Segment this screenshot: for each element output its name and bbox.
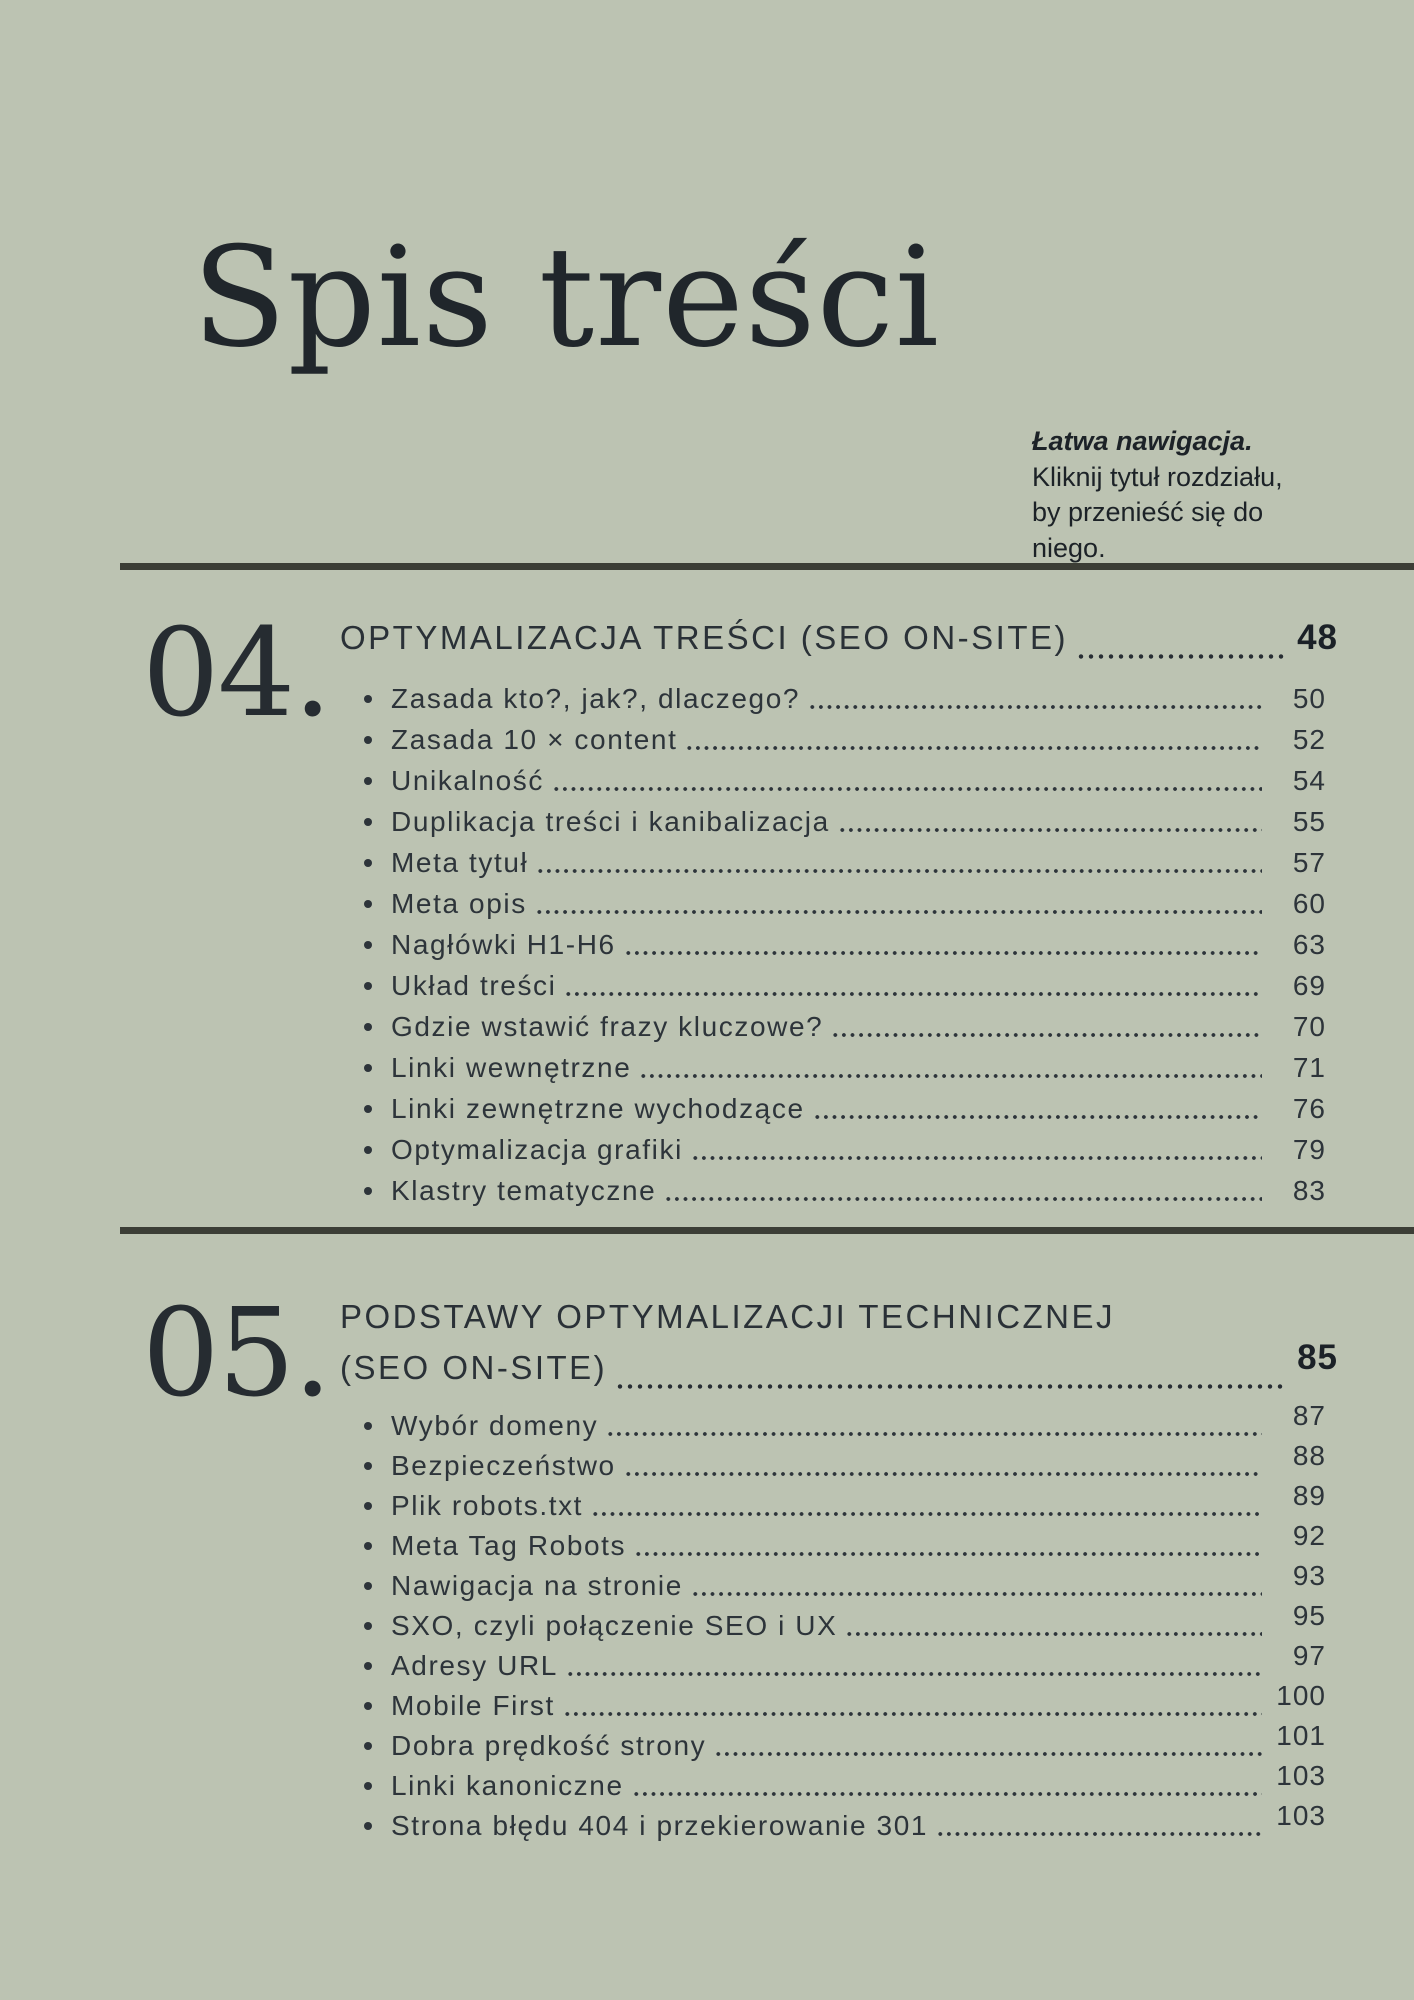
bullet-icon [364, 818, 372, 826]
toc-item-label: Wybór domeny [391, 1410, 599, 1441]
toc-item-page: 52 [1292, 723, 1326, 755]
section-05-heading-line1[interactable] [340, 1298, 1338, 1348]
toc-item-page: 57 [1292, 846, 1326, 878]
bullet-icon [364, 1662, 372, 1670]
toc-item[interactable] [364, 924, 1326, 965]
toc-item-page: 100 [1276, 1680, 1326, 1711]
dot-leader [845, 1606, 1262, 1646]
dot-leader [691, 1129, 1262, 1170]
toc-item-label: Mobile First [391, 1690, 555, 1721]
bullet-icon [364, 1187, 372, 1195]
toc-item-label: Układ treści [391, 969, 557, 1001]
toc-item-label: Adresy URL [391, 1650, 558, 1681]
toc-item-label: Linki wewnętrzne [391, 1051, 632, 1083]
section-05-title-line2: (SEO ON-SITE) [340, 1349, 608, 1386]
section-divider-top [120, 563, 1414, 570]
bullet-icon [364, 1146, 372, 1154]
bullet-icon [364, 982, 372, 990]
toc-item-label: Bezpieczeństwo [391, 1450, 616, 1481]
toc-item[interactable] [364, 719, 1326, 760]
bullet-icon [364, 736, 372, 744]
toc-item-page: 69 [1292, 969, 1326, 1001]
toc-item-page: 103 [1276, 1760, 1326, 1791]
bullet-icon [364, 695, 372, 703]
section-04-number: 04. [142, 602, 331, 744]
bullet-icon [364, 1742, 372, 1750]
toc-item[interactable] [364, 1720, 1326, 1766]
toc-item[interactable] [364, 760, 1326, 801]
dot-leader [563, 1686, 1262, 1726]
toc-item[interactable] [364, 1480, 1326, 1526]
toc-item-label: Meta tytuł [391, 846, 529, 878]
section-04-page: 48 [1297, 618, 1338, 657]
dot-leader [615, 1348, 1285, 1400]
toc-item[interactable] [364, 1170, 1326, 1211]
toc-item-label: Optymalizacja grafiki [391, 1133, 683, 1165]
toc-item[interactable] [364, 883, 1326, 924]
toc-item-page: 97 [1292, 1640, 1326, 1671]
nav-note-line-2: by przenieść się do niego. [1032, 497, 1264, 563]
toc-item-label: Zasada kto?, jak?, dlaczego? [391, 682, 801, 714]
section-04-title: OPTYMALIZACJA TREŚCI (SEO ON-SITE) [340, 619, 1068, 656]
bullet-icon [364, 1782, 372, 1790]
toc-item-page: 63 [1292, 928, 1326, 960]
section-04 [340, 618, 1338, 1211]
toc-item[interactable] [364, 842, 1326, 883]
bullet-icon [364, 1462, 372, 1470]
toc-item-label: Plik robots.txt [391, 1490, 584, 1521]
toc-item-page: 60 [1292, 887, 1326, 919]
bullet-icon [364, 859, 372, 867]
section-05-items [364, 1400, 1326, 1846]
bullet-icon [364, 1822, 372, 1830]
toc-item[interactable] [364, 1520, 1326, 1566]
bullet-icon [364, 1582, 372, 1590]
section-05-heading-link[interactable] [340, 1338, 1338, 1400]
bullet-icon [364, 941, 372, 949]
dot-leader [813, 1088, 1262, 1129]
dot-leader [634, 1526, 1262, 1566]
bullet-icon [364, 1023, 372, 1031]
section-05 [340, 1298, 1338, 1846]
dot-leader [936, 1806, 1262, 1846]
toc-item[interactable] [364, 801, 1326, 842]
toc-item-page: 92 [1292, 1520, 1326, 1551]
toc-item-page: 101 [1276, 1720, 1326, 1751]
toc-item-label: Gdzie wstawić frazy kluczowe? [391, 1010, 824, 1042]
toc-item-page: 76 [1292, 1092, 1326, 1124]
toc-item-label: Klastry tematyczne [391, 1174, 657, 1206]
nav-note-heading: Łatwa nawigacja. [1032, 426, 1253, 456]
dot-leader [664, 1170, 1262, 1211]
toc-item-label: Meta Tag Robots [391, 1530, 627, 1561]
toc-item-page: 103 [1276, 1800, 1326, 1831]
toc-item-page: 79 [1292, 1133, 1326, 1165]
bullet-icon [364, 1422, 372, 1430]
toc-item-label: Meta opis [391, 887, 527, 919]
bullet-icon [364, 1702, 372, 1710]
toc-item-page: 87 [1292, 1400, 1326, 1431]
dot-leader [624, 1446, 1262, 1486]
dot-leader [536, 842, 1262, 883]
toc-item-page: 54 [1292, 764, 1326, 796]
toc-item-label: Unikalność [391, 764, 544, 796]
toc-item-page: 89 [1292, 1480, 1326, 1511]
toc-item-label: Zasada 10 × content [391, 723, 678, 755]
page-title: Spis treści [192, 217, 941, 378]
dot-leader [639, 1047, 1262, 1088]
dot-leader [552, 760, 1262, 801]
toc-item[interactable] [364, 1129, 1326, 1170]
toc-item[interactable] [364, 1088, 1326, 1129]
dot-leader [591, 1486, 1262, 1526]
dot-leader [691, 1566, 1262, 1606]
bullet-icon [364, 1064, 372, 1072]
toc-item[interactable] [364, 1800, 1326, 1846]
bullet-icon [364, 1622, 372, 1630]
dot-leader [714, 1726, 1262, 1766]
toc-item-label: Dobra prędkość strony [391, 1730, 707, 1761]
toc-item[interactable] [364, 1440, 1326, 1486]
bullet-icon [364, 1105, 372, 1113]
section-04-items [364, 678, 1326, 1211]
toc-item-page: 70 [1292, 1010, 1326, 1042]
dot-leader [624, 924, 1262, 965]
dot-leader [606, 1406, 1262, 1446]
dot-leader [1076, 618, 1285, 670]
dot-leader [632, 1766, 1262, 1806]
nav-note-line-1: Kliknij tytuł rozdziału, [1032, 461, 1283, 492]
toc-item-label: Linki zewnętrzne wychodzące [391, 1092, 805, 1124]
dot-leader [808, 678, 1262, 719]
toc-item[interactable] [364, 1600, 1326, 1646]
nav-note [1032, 424, 1342, 567]
toc-item-label: SXO, czyli połączenie SEO i UX [391, 1610, 838, 1641]
toc-item[interactable] [364, 1760, 1326, 1806]
section-05-page: 85 [1297, 1338, 1338, 1377]
toc-item[interactable] [364, 965, 1326, 1006]
section-05-number: 05. [142, 1282, 331, 1424]
dot-leader [566, 1646, 1262, 1686]
toc-item-page: 71 [1292, 1051, 1326, 1083]
toc-item[interactable] [364, 1400, 1326, 1446]
toc-item-label: Nawigacja na stronie [391, 1570, 683, 1601]
section-divider-middle [120, 1227, 1414, 1234]
toc-item[interactable] [364, 1560, 1326, 1606]
toc-item-page: 83 [1292, 1174, 1326, 1206]
toc-item-page: 93 [1292, 1560, 1326, 1591]
toc-item-page: 95 [1292, 1600, 1326, 1631]
section-05-title-line1: PODSTAWY OPTYMALIZACJI TECHNICZNEJ [340, 1298, 1116, 1335]
dot-leader [831, 1006, 1262, 1047]
toc-item[interactable] [364, 1640, 1326, 1686]
bullet-icon [364, 900, 372, 908]
dot-leader [535, 883, 1262, 924]
toc-item[interactable] [364, 678, 1326, 719]
toc-item[interactable] [364, 1047, 1326, 1088]
toc-item-page: 88 [1292, 1440, 1326, 1471]
toc-item-label: Linki kanoniczne [391, 1770, 624, 1801]
toc-item-label: Nagłówki H1-H6 [391, 928, 616, 960]
toc-item-label: Duplikacja treści i kanibalizacja [391, 805, 830, 837]
bullet-icon [364, 1542, 372, 1550]
section-04-heading-link[interactable] [340, 618, 1338, 670]
toc-item[interactable] [364, 1680, 1326, 1726]
dot-leader [838, 801, 1262, 842]
toc-item-page: 55 [1292, 805, 1326, 837]
toc-item-page: 50 [1292, 682, 1326, 714]
toc-item-label: Strona błędu 404 i przekierowanie 301 [391, 1810, 929, 1841]
dot-leader [564, 965, 1262, 1006]
toc-item[interactable] [364, 1006, 1326, 1047]
bullet-icon [364, 1502, 372, 1510]
dot-leader [685, 719, 1262, 760]
bullet-icon [364, 777, 372, 785]
